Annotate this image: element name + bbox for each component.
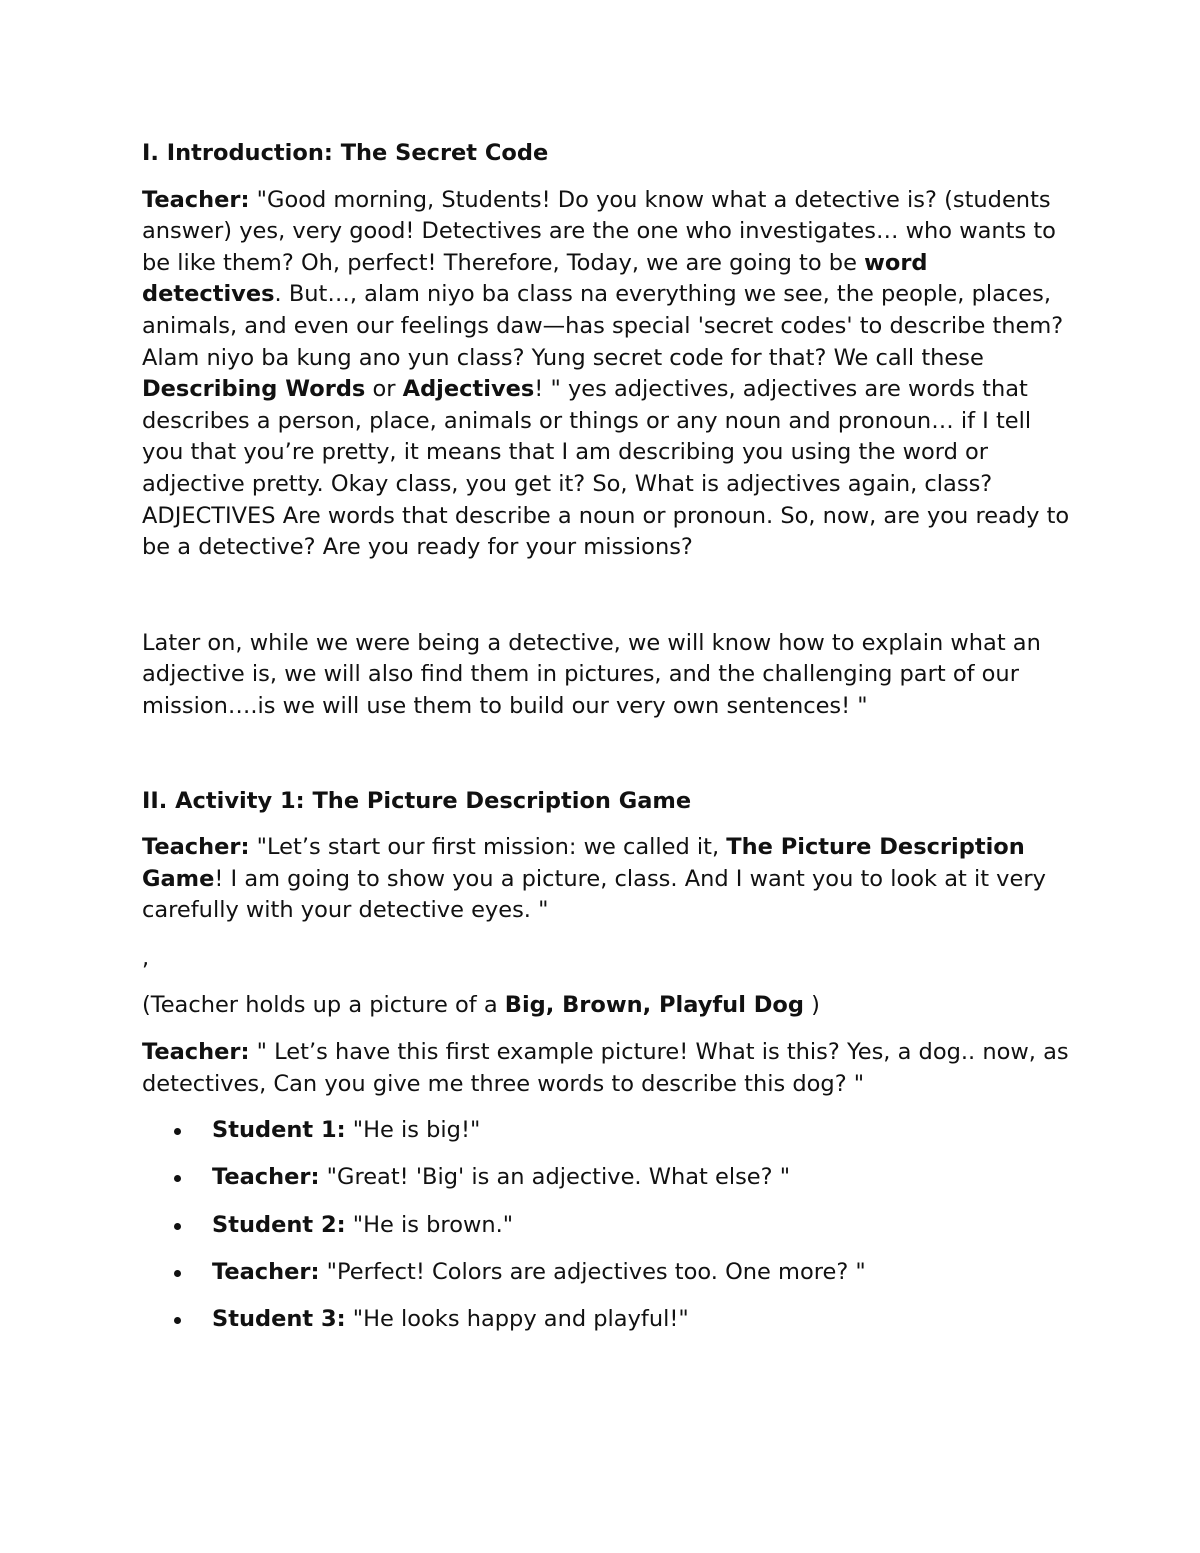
example-paragraph [142,1037,1072,1100]
dialogue-text: "Great! 'Big' is an adjective. What else? " [319,1164,791,1191]
dialogue-text: "He is brown." [345,1211,514,1238]
section-heading-introduction: I. Introduction: The Secret Code [142,140,549,166]
paragraph-text: "Good morning, Students! Do you know what a detective is? (students answer) yes, very good! Detectives are the one who investigates… who wants to be like them? Oh, perfect! Therefore, Today, we are going to be [142,186,1056,276]
dialogue-text: "Perfect! Colors are adjectives too. One more? " [319,1258,866,1285]
paragraph-text: . But…, alam niyo ba class na everything we see, the people, places, animals, and even our feelings daw—has special 'secret codes' to describe them? Alam niyo ba kung ano yun class? Yung secret code for that? We call these [142,281,1064,371]
activity-intro-paragraph [142,832,1072,927]
list-item [142,1115,1072,1147]
speaker-label: Teacher: [142,834,250,861]
speaker-label: Student 2: [212,1211,346,1238]
emphasis-text: Describing Words [142,376,366,403]
intro-paragraph [142,185,1072,564]
emphasis-text: word detectives [142,249,928,308]
paragraph-text: "Let’s start our first mission: we called it, [249,834,727,861]
list-item [142,1304,1072,1336]
speaker-label: Teacher: [212,1258,320,1285]
emphasis-text: Big, Brown, Playful Dog [504,992,804,1019]
bullet-icon [174,1317,181,1324]
later-on-paragraph: Later on, while we were being a detective, we will know how to explain what an adjective is, we will also find them in pictures, and the challenging part of our mission….is we will use them to build our very own sentences! " [142,629,1041,719]
emphasis-text: Adjectives [402,376,535,403]
speaker-label: Teacher: [142,186,250,213]
paragraph-text: ) [804,992,820,1019]
list-item [142,1257,1072,1289]
emphasis-text: The Picture Description Game [142,834,1025,892]
dialogue-text: "He looks happy and playful!" [345,1306,689,1332]
paragraph-text: ! " yes adjectives, adjectives are words that describes a person, place, animals or things or any noun and pronoun… if I tell you that you’re pretty, it means that I am describing you using the word or adjective pretty. Okay class, you get it? So, What is adjectives again, class? ADJECTIVES Are words that describe a noun or pronoun. So, now, are you ready to be a detective? Are you ready for your missions? [142,376,1070,561]
dialogue-text: "He is big!" [345,1117,481,1144]
list-item [142,1210,1072,1242]
stray-comma: , [142,944,150,971]
speaker-label: Student 1: [212,1117,346,1144]
bullet-icon [174,1128,181,1135]
speaker-label: Student 3: [212,1306,346,1332]
bullet-icon [174,1175,181,1182]
list-item [142,1162,1072,1194]
paragraph-text: ! I am going to show you a picture, class. And I want you to look at it very carefully with your detective eyes. " [142,865,1046,924]
paragraph-text: (Teacher holds up a picture of a [142,992,505,1019]
document-page [142,138,1072,1351]
dialogue-list [142,1115,1072,1335]
speaker-label: Teacher: [142,1039,250,1066]
bullet-icon [174,1270,181,1277]
paragraph-text: or [365,376,403,403]
bullet-icon [174,1223,181,1230]
stage-direction [142,990,1072,1022]
speaker-label: Teacher: [212,1164,320,1191]
paragraph-text: " Let’s have this first example picture! What is this? Yes, a dog.. now, as detectives, Can you give me three words to describe this dog? " [142,1039,1069,1097]
section-heading-activity-1: II. Activity 1: The Picture Description Game [142,787,692,814]
